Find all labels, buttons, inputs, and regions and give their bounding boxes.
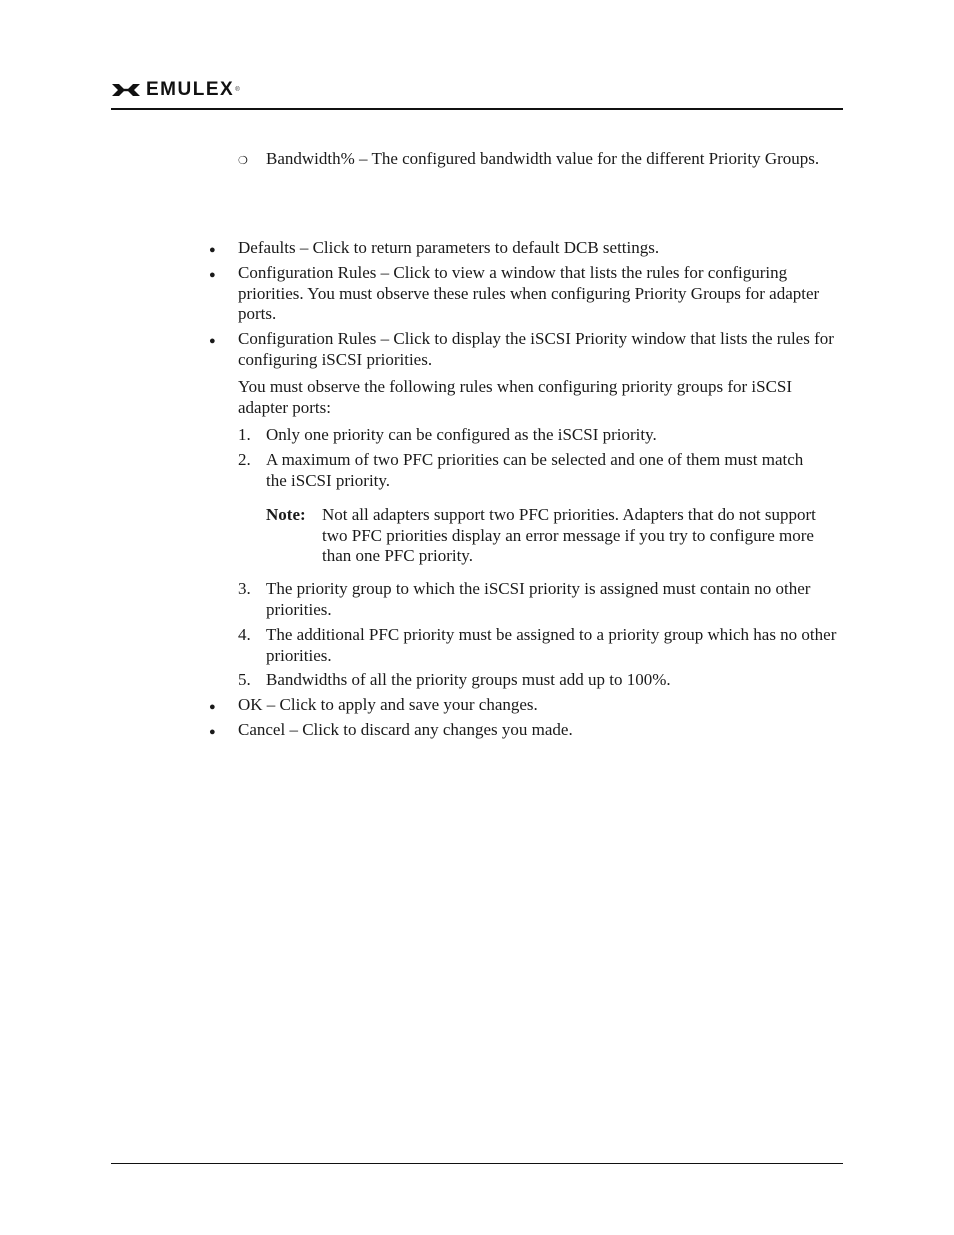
bullet-ok: OK – Click to apply and save your changes. <box>238 695 538 714</box>
bullet-icon: ● <box>209 269 216 281</box>
emulex-logo-icon <box>111 82 141 98</box>
rule-number: 5. <box>238 670 251 689</box>
rule-text: The additional PFC priority must be assigned to a priority group which has no other priorities. <box>266 625 837 665</box>
rule-text: Only one priority can be configured as the iSCSI priority. <box>266 425 657 444</box>
bullet-icon: ● <box>209 335 216 347</box>
footer-divider <box>111 1163 843 1164</box>
note-text: Not all adapters support two PFC priorities. Adapters that do not support two PFC priorities display an error message if you try to configure more than one PFC priority. <box>322 505 816 565</box>
note-label: Note: <box>266 505 306 524</box>
emulex-logo <box>111 80 240 100</box>
rule-number: 4. <box>238 625 251 644</box>
rules-intro: You must observe the following rules when configuring priority groups for iSCSI adapter ports: <box>238 377 793 417</box>
bullet-cancel: Cancel – Click to discard any changes you made. <box>238 720 573 739</box>
rule-number: 1. <box>238 425 251 444</box>
rule-number: 3. <box>238 579 251 598</box>
trademark-symbol: ® <box>235 87 240 93</box>
bullet-icon: ● <box>209 726 216 738</box>
sub-item-bandwidth: Bandwidth% – The configured bandwidth value for the different Priority Groups. <box>266 149 820 168</box>
bullet-icon: ● <box>209 701 216 713</box>
header-divider <box>111 108 843 110</box>
bullet-icon: ● <box>209 244 216 256</box>
bullet-configuration-rules-iscsi: Configuration Rules – Click to display the iSCSI Priority window that lists the rules for configuring iSCSI priorities. <box>238 329 834 369</box>
sub-bullet-circle-icon: ❍ <box>238 155 248 167</box>
bullet-configuration-rules: Configuration Rules – Click to view a window that lists the rules for configuring priorities. You must observe these rules when configuring Priority Groups for adapter ports. <box>238 263 820 323</box>
bullet-defaults: Defaults – Click to return parameters to default DCB settings. <box>238 238 660 257</box>
rule-number: 2. <box>238 450 251 469</box>
brand-name: EMULEX <box>146 79 235 100</box>
rule-text: Bandwidths of all the priority groups must add up to 100%. <box>266 670 671 689</box>
rule-text: The priority group to which the iSCSI priority is assigned must contain no other priorities. <box>266 579 811 619</box>
page-header <box>111 78 843 110</box>
rule-text: A maximum of two PFC priorities can be selected and one of them must match the iSCSI priority. <box>266 450 804 490</box>
